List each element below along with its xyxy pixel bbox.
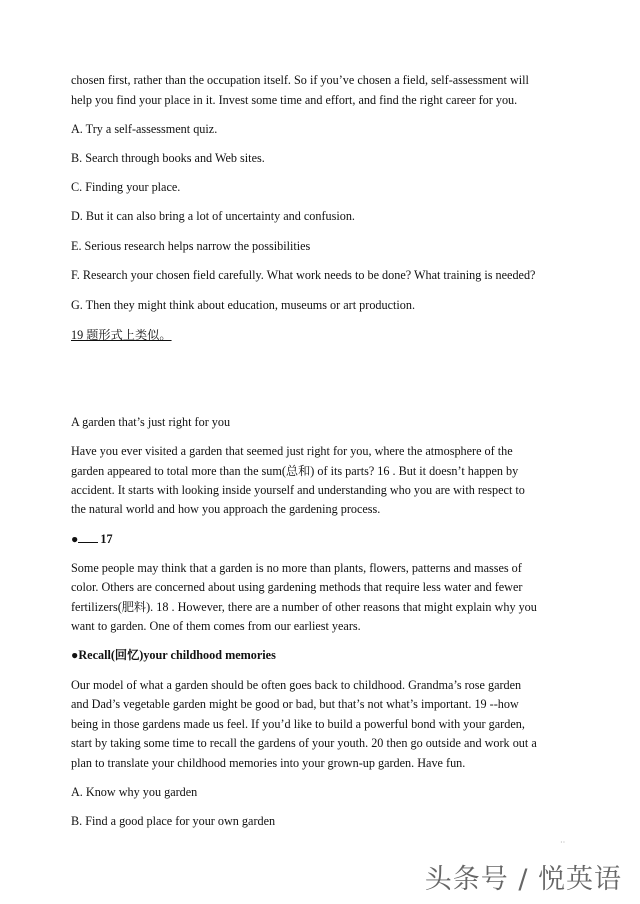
option-e: E. Serious research helps narrow the possibilities — [71, 239, 311, 253]
bullet: ● — [71, 532, 79, 546]
paragraph-line: accident. It starts with looking inside yourself and understanding who you are with respect to — [71, 483, 525, 497]
paragraph-line: plan to translate your childhood memories into your grown-up garden. Have fun. — [71, 756, 466, 770]
watermark: 头条号 / 悦英语 — [424, 864, 622, 895]
paragraph-line: the natural world and how you approach the gardening process. — [71, 502, 381, 516]
paragraph-line: Some people may think that a garden is no more than plants, flowers, patterns and masses of — [71, 561, 522, 575]
paragraph-line: want to garden. One of them comes from our earliest years. — [71, 619, 361, 633]
option-g: G. Then they might think about education, museums or art production. — [71, 298, 416, 312]
paragraph-line: color. Others are concerned about using gardening methods that require less water and fewer — [71, 580, 523, 594]
heading-17 — [71, 531, 581, 547]
paragraph-line: being in those gardens made us feel. If you’d like to build a powerful bond with your garden, — [71, 717, 525, 731]
corner-mark: ·· — [560, 838, 566, 847]
option-a: A. Know why you garden — [71, 785, 198, 799]
option-c: C. Finding your place. — [71, 180, 181, 194]
paragraph-line: garden appeared to total more than the sum(总和) of its parts? 16 . But it doesn’t happen by — [71, 464, 519, 478]
option-a: A. Try a self-assessment quiz. — [71, 122, 218, 136]
heading-recall: ●Recall(回忆)your childhood memories — [71, 648, 276, 662]
paragraph-line: Have you ever visited a garden that seemed just right for you, where the atmosphere of the — [71, 444, 513, 458]
note-19: 19 题形式上类似。 — [71, 328, 172, 342]
answer-blank — [78, 531, 98, 543]
option-b: B. Search through books and Web sites. — [71, 151, 265, 165]
option-d: D. But it can also bring a lot of uncertainty and confusion. — [71, 209, 355, 223]
paragraph-line: start by taking some time to recall the gardens of your youth. 20 then go outside and work out a — [71, 736, 537, 750]
option-f: F. Research your chosen field carefully. What work needs to be done? What training is needed? — [71, 268, 536, 282]
paragraph-line: Our model of what a garden should be often goes back to childhood. Grandma’s rose garden — [71, 678, 522, 692]
option-b: B. Find a good place for your own garden — [71, 814, 276, 828]
paragraph-line: and Dad’s vegetable garden might be good or bad, but that’s not what’s important. 19 --how — [71, 697, 519, 711]
question-number: 17 — [100, 532, 113, 546]
passage-title: A garden that’s just right for you — [71, 415, 231, 429]
paragraph-line: fertilizers(肥料). 18 . However, there are a number of other reasons that might explain why you — [71, 600, 537, 614]
paragraph-line: chosen first, rather than the occupation itself. So if you’ve chosen a field, self-assessment will — [71, 73, 529, 87]
paragraph-line: help you find your place in it. Invest some time and effort, and find the right career for you. — [71, 93, 518, 107]
